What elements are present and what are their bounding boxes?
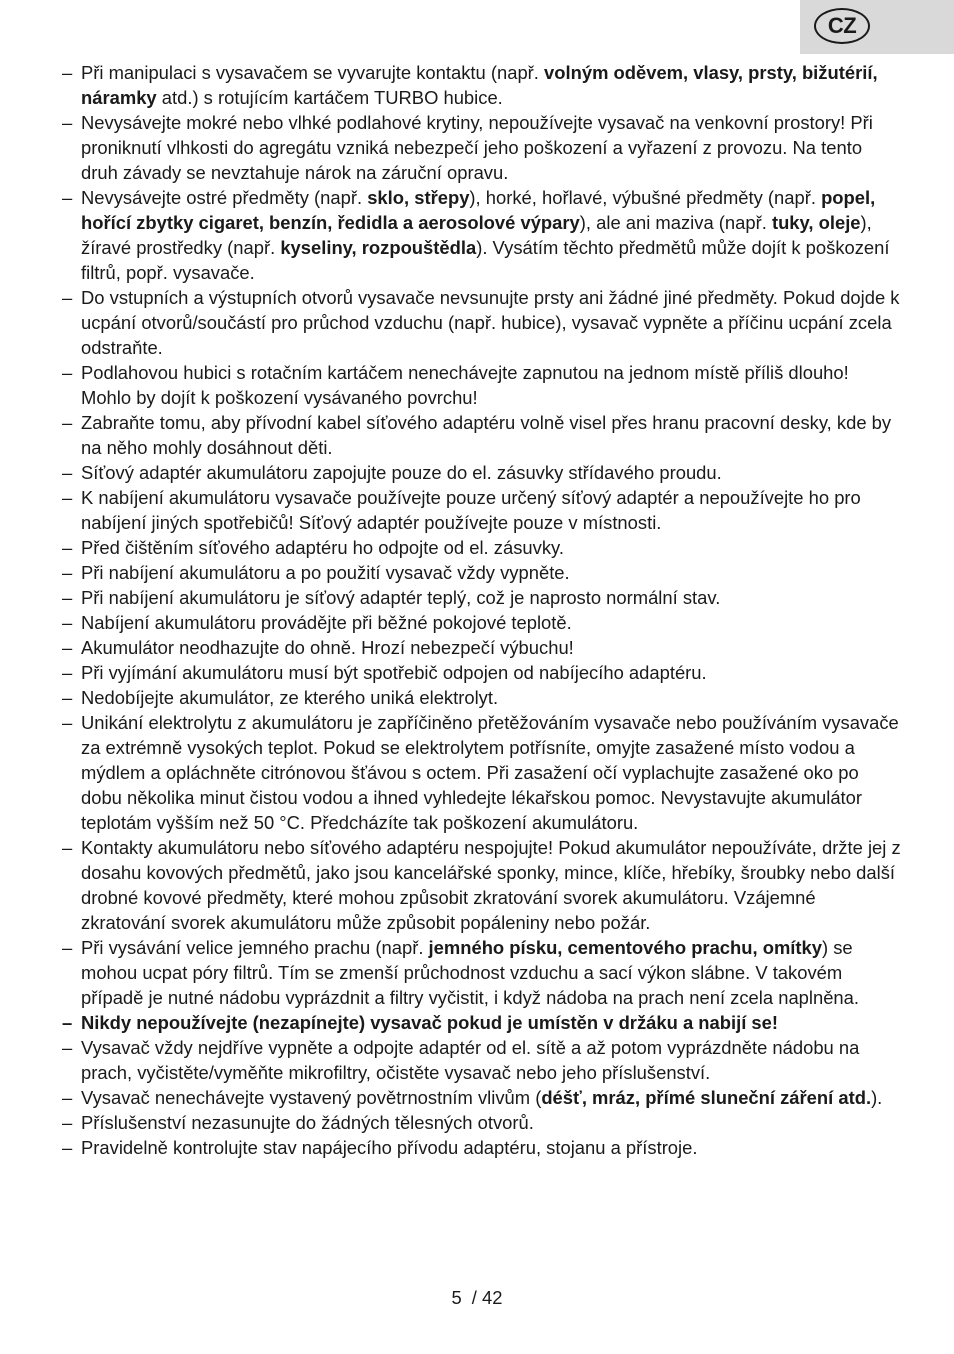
item-text: Příslušenství nezasunujte do žádných tělesných otvorů.: [81, 1112, 534, 1133]
page-number: 5: [451, 1287, 462, 1308]
dash-bullet: –: [62, 112, 73, 133]
item-text: Při vyjímání akumulátoru musí být spotřebič odpojen od nabíjecího adaptéru.: [81, 662, 707, 683]
dash-bullet: –: [62, 462, 73, 483]
item-text: Při vysávání velice jemného prachu (např.: [81, 937, 429, 958]
dash-bullet: –: [62, 687, 73, 708]
dash-bullet: –: [62, 1087, 73, 1108]
item-text: ). Vysátím těchto předmětů může dojít k poškození filtrů, popř. vysavače.: [81, 237, 890, 283]
item-text: Pravidelně kontrolujte stav napájecího přívodu adaptéru, stojanu a přístroje.: [81, 1137, 698, 1158]
item-text: ) se mohou ucpat póry filtrů. Tím se zmenší průchodnost vzduchu a sací výkon slábne. V takovém případě je nutné nádobu vyprázdnit a filtry vyčistit, i když nádoba na prach není zcela naplněna.: [81, 937, 860, 1008]
item-text: Nevysávejte mokré nebo vlhké podlahové krytiny, nepoužívejte vysavač na venkovní prostory! Při proniknutí vlhkosti do agregátu vzniká nebezpečí jeho poškození a vyřazení z provozu. Na tento druh závady se nevztahuje nárok na záruční opravu.: [81, 112, 873, 183]
language-tab: [800, 0, 954, 54]
language-badge: CZ: [814, 8, 870, 44]
dash-bullet: –: [62, 287, 73, 308]
list-item: [62, 635, 902, 660]
item-text: ), ale ani maziva (např.: [579, 212, 772, 233]
list-item: [62, 935, 902, 1010]
item-emphasis: jemného písku, cementového prachu, omítky: [428, 937, 822, 958]
dash-bullet: –: [62, 637, 73, 658]
dash-bullet: –: [62, 412, 73, 433]
item-text: Nevysávejte ostré předměty (např.: [81, 187, 368, 208]
page-total: / 42: [471, 1287, 503, 1308]
dash-bullet: –: [62, 587, 73, 608]
list-item: [62, 110, 902, 185]
item-text: Do vstupních a výstupních otvorů vysavače nevsunujte prsty ani žádné jiné předměty. Pokud dojde k ucpání otvorů/součástí pro průchod vzduchu (např. hubice), vysavač vypněte a příčinu ucpání zcela odstraňte.: [81, 287, 900, 358]
list-item: [62, 1035, 902, 1085]
item-text: Nabíjení akumulátoru provádějte při běžné pokojové teplotě.: [81, 612, 572, 633]
dash-bullet: –: [62, 837, 73, 858]
item-emphasis: déšť, mráz, přímé sluneční záření atd.: [541, 1087, 872, 1108]
item-text: Při manipulaci s vysavačem se vyvarujte kontaktu (např.: [81, 62, 545, 83]
dash-bullet: –: [62, 1137, 73, 1158]
dash-bullet: –: [62, 62, 73, 83]
list-item: [62, 60, 902, 110]
dash-bullet: –: [62, 612, 73, 633]
list-item: [62, 660, 902, 685]
list-item: [62, 485, 902, 535]
dash-bullet: –: [62, 537, 73, 558]
item-text: Vysavač vždy nejdříve vypněte a odpojte adaptér od el. sítě a až potom vyprázdněte nádobu na prach, vyčistěte/vyměňte mikrofiltry, očistěte vysavač nebo jeho příslušenství.: [81, 1037, 860, 1083]
list-item: [62, 1135, 902, 1160]
list-item: [62, 185, 902, 285]
list-item: [62, 410, 902, 460]
item-emphasis: kyseliny, rozpouštědla: [280, 237, 477, 258]
item-text: K nabíjení akumulátoru vysavače používejte pouze určený síťový adaptér a nepoužívejte ho pro nabíjení jiných spotřebičů! Síťový adaptér používejte pouze v místnosti.: [81, 487, 861, 533]
list-item: [62, 535, 902, 560]
item-text: ), horké, hořlavé, výbušné předměty (např.: [469, 187, 822, 208]
dash-bullet: –: [62, 1012, 73, 1033]
list-item: [62, 585, 902, 610]
dash-bullet: –: [62, 937, 73, 958]
item-text: Nedobíjejte akumulátor, ze kterého uniká elektrolyt.: [81, 687, 499, 708]
item-text: ), žíravé prostředky (např.: [81, 212, 872, 258]
item-text: atd.) s rotujícím kartáčem TURBO hubice.: [156, 87, 503, 108]
list-item: [62, 1110, 902, 1135]
page-footer: [0, 1285, 954, 1310]
item-text: ).: [871, 1087, 883, 1108]
item-text: Při nabíjení akumulátoru a po použití vysavač vždy vypněte.: [81, 562, 570, 583]
dash-bullet: –: [62, 487, 73, 508]
dash-bullet: –: [62, 1112, 73, 1133]
item-text: Před čištěním síťového adaptéru ho odpojte od el. zásuvky.: [81, 537, 564, 558]
item-emphasis: tuky, oleje: [771, 212, 861, 233]
dash-bullet: –: [62, 1037, 73, 1058]
item-emphasis: Nikdy nepoužívejte (nezapínejte) vysavač pokud je umístěn v držáku a nabijí se!: [81, 1012, 779, 1033]
item-text: Zabraňte tomu, aby přívodní kabel síťového adaptéru volně visel přes hranu pracovní desky, kde by na něho mohly dosáhnout děti.: [81, 412, 892, 458]
item-text: Podlahovou hubici s rotačním kartáčem nenechávejte zapnutou na jednom místě příliš dlouho! Mohlo by dojít k poškození vysávaného povrchu!: [81, 362, 849, 408]
item-text: Při nabíjení akumulátoru je síťový adaptér teplý, což je naprosto normální stav.: [81, 587, 721, 608]
dash-bullet: –: [62, 362, 73, 383]
item-text: Akumulátor neodhazujte do ohně. Hrozí nebezpečí výbuchu!: [81, 637, 574, 658]
dash-bullet: –: [62, 712, 73, 733]
list-item: [62, 460, 902, 485]
list-item: [62, 710, 902, 835]
list-item: [62, 1085, 902, 1110]
list-item: [62, 835, 902, 935]
safety-instructions-list: [62, 60, 902, 1160]
item-emphasis: sklo, střepy: [367, 187, 470, 208]
list-item: [62, 360, 902, 410]
item-emphasis: volným oděvem, vlasy, prsty, bižutérií, náramky: [81, 62, 878, 108]
item-text: Síťový adaptér akumulátoru zapojujte pouze do el. zásuvky střídavého proudu.: [81, 462, 722, 483]
list-item: [62, 560, 902, 585]
item-text: Unikání elektrolytu z akumulátoru je zapříčiněno přetěžováním vysavače nebo používáním vysavače za extrémně vysokých teplot. Pokud se elektrolytem potřísníte, omyjte zasažené místo vodou a mýdlem a opláchněte citrónovou šťávou s octem. Při zasažení očí vyplachujte zasažené oko po dobu několika minut čistou vodou a ihned vyhledejte lékařskou pomoc. Nevystavujte akumulátor teplotám vyšším než 50 °C. Předcházíte tak poškození akumulátoru.: [81, 712, 899, 833]
list-item: [62, 285, 902, 360]
dash-bullet: –: [62, 562, 73, 583]
item-emphasis: popel, hořící zbytky cigaret, benzín, ředidla a aerosolové výpary: [81, 187, 876, 233]
list-item: [62, 1010, 902, 1035]
list-item: [62, 685, 902, 710]
list-item: [62, 610, 902, 635]
item-text: Vysavač nenechávejte vystavený povětrnostním vlivům (: [81, 1087, 542, 1108]
dash-bullet: –: [62, 662, 73, 683]
dash-bullet: –: [62, 187, 73, 208]
item-text: Kontakty akumulátoru nebo síťového adaptéru nespojujte! Pokud akumulátor nepoužíváte, držte jej z dosahu kovových předmětů, jako jsou kancelářské sponky, mince, klíče, hřebíky, šroubky nebo další drobné kovové předměty, které mohou způsobit zkratování svorek akumulátoru. Vzájemné zkratování svorek akumulátoru může způsobit popáleniny nebo požár.: [81, 837, 901, 933]
